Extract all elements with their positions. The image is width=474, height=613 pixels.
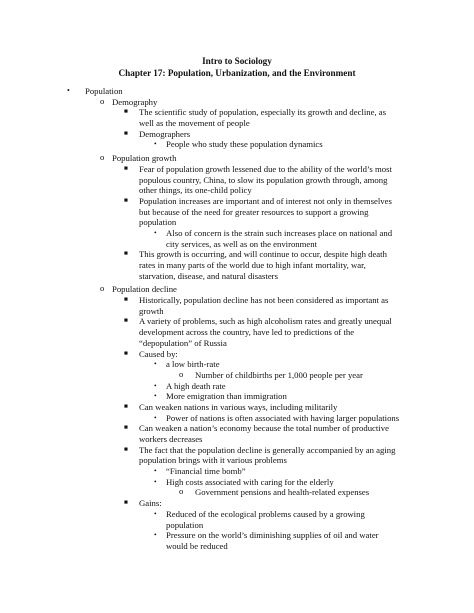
outline-line [0, 316, 474, 327]
outline-text: “Financial time bomb” [166, 466, 246, 477]
outline-text: Gains: [139, 498, 162, 509]
outline-text: development across the country, have led to predictions of the [139, 327, 355, 338]
outline-text: Population [85, 86, 123, 96]
bullet-marker-level-4: • [154, 359, 157, 369]
outline-text: People who study these population dynamics [166, 139, 323, 150]
bullet-marker-level-4: • [154, 391, 157, 401]
outline-line [0, 327, 474, 338]
bullet-marker-level-3: ■ [124, 349, 128, 357]
outline-line [0, 97, 474, 108]
outline-text: workers decreases [139, 434, 203, 444]
outline-line [0, 153, 474, 164]
bullet-marker-level-3: ■ [124, 250, 128, 258]
outline-line [0, 530, 474, 541]
outline-line [0, 239, 474, 250]
bullet-marker-level-3: ■ [124, 424, 128, 432]
outline-text: Fear of population growth lessened due to the ability of the world’s most [139, 163, 392, 174]
bullet-marker-level-4: • [154, 227, 157, 237]
outline-line [0, 520, 474, 531]
bullet-marker-level-2: o [100, 152, 105, 163]
outline-text: a low birth-rate [166, 359, 220, 370]
bullet-marker-level-3: ■ [124, 499, 128, 507]
outline-line [0, 445, 474, 456]
outline-line [0, 402, 474, 413]
bullet-marker-level-4: • [154, 380, 157, 390]
bullet-marker-level-2: o [100, 95, 105, 106]
outline-text: Reduced of the ecological problems caused by a growing [166, 508, 365, 519]
bullet-marker-level-4: • [154, 139, 157, 149]
bullet-marker-level-3: ■ [124, 129, 128, 137]
outline-text: Power of nations is often associated with having larger populations [166, 412, 400, 423]
outline-line [0, 370, 474, 381]
outline-text: city services, as well as on the environment [166, 238, 318, 249]
outline-text: but because of the need for greater resources to support a growing [139, 206, 369, 217]
outline-line [0, 541, 474, 552]
outline-text: would be reduced [166, 540, 228, 551]
outline-line [0, 391, 474, 402]
outline-text: A variety of problems, such as high alcoholism rates and greatly unequal [139, 316, 392, 327]
outline-line [0, 477, 474, 488]
outline-line [0, 423, 474, 434]
outline-text: other things, its one-child policy [139, 185, 252, 196]
outline-text: The fact that the population decline is generally accompanied by an aging [139, 444, 396, 455]
outline-text: Can weaken a nation’s economy because the total number of productive [139, 423, 389, 434]
outline-line [0, 107, 474, 118]
outline-line [0, 466, 474, 477]
outline-text: High costs associated with caring for the elderly [166, 476, 334, 487]
outline-text: Can weaken nations in various ways, including militarily [139, 401, 338, 412]
outline-text: starvation, disease, and natural disasters [139, 270, 278, 281]
bullet-marker-level-3: ■ [124, 402, 128, 410]
outline-line [0, 228, 474, 239]
bullet-marker-level-3: ■ [124, 164, 128, 172]
outline-line [0, 118, 474, 129]
outline-line [0, 295, 474, 306]
outline-text: growth [139, 305, 164, 316]
outline-line [0, 306, 474, 317]
bullet-marker-level-3: ■ [124, 196, 128, 204]
outline [0, 86, 474, 552]
bullet-marker-level-2: o [100, 283, 105, 294]
outline-text: “depopulation” of Russia [139, 337, 227, 348]
outline-line [0, 217, 474, 228]
outline-text: Population growth [112, 153, 177, 164]
outline-line [0, 175, 474, 186]
outline-line [0, 381, 474, 392]
outline-line [0, 271, 474, 282]
outline-line [0, 284, 474, 295]
outline-line [0, 260, 474, 271]
outline-text: well as the movement of people [139, 118, 250, 129]
outline-line [0, 349, 474, 360]
bullet-marker-level-4: • [154, 530, 157, 540]
outline-text: Government pensions and health-related expenses [195, 487, 370, 498]
chapter-heading: Chapter 17: Population, Urbanization, and the Environment [118, 68, 356, 78]
bullet-marker-level-3: ■ [124, 108, 128, 116]
bullet-marker-level-4: • [154, 412, 157, 422]
outline-line [0, 413, 474, 424]
outline-line [0, 338, 474, 349]
outline-line [0, 359, 474, 370]
outline-text: Number of childbirths per 1,000 people per year [195, 369, 363, 380]
outline-line [0, 434, 474, 445]
outline-line [0, 185, 474, 196]
outline-text: The scientific study of population, especially its growth and decline, as [139, 107, 387, 118]
outline-line [0, 164, 474, 175]
outline-text: population brings with it various problems [139, 455, 287, 466]
outline-text: More emigration than immigration [166, 391, 287, 402]
outline-line [0, 196, 474, 207]
outline-text: This growth is occurring, and will continue to occur, despite high death [139, 249, 387, 260]
outline-text: Population increases are important and of interest not only in themselves [139, 195, 392, 206]
outline-line [0, 509, 474, 520]
bullet-marker-level-3: ■ [124, 445, 128, 453]
outline-line [0, 86, 474, 97]
outline-line [0, 498, 474, 509]
outline-line [0, 207, 474, 218]
bullet-marker-level-4: • [154, 466, 157, 476]
outline-text: population [166, 519, 204, 530]
outline-text: Demography [112, 96, 158, 107]
bullet-marker-level-1: • [67, 86, 70, 95]
outline-line [0, 249, 474, 260]
outline-line [0, 455, 474, 466]
bullet-marker-level-5: o [179, 368, 184, 379]
bullet-marker-level-3: ■ [124, 296, 128, 304]
bullet-marker-level-3: ■ [124, 317, 128, 325]
outline-text: A high death rate [166, 380, 226, 391]
bullet-marker-level-5: o [179, 486, 184, 497]
outline-text: Demographers [139, 128, 191, 139]
outline-text: Historically, population decline has not been considered as important as [139, 295, 389, 306]
outline-text: populous country, China, to slow its population growth through, among [139, 174, 388, 185]
outline-text: Also of concern is the strain such increases place on national and [166, 227, 393, 238]
bullet-marker-level-4: • [154, 476, 157, 486]
outline-line [0, 487, 474, 498]
document-title: Intro to Sociology [202, 56, 272, 66]
outline-text: population [139, 217, 177, 228]
bullet-marker-level-4: • [154, 508, 157, 518]
outline-text: Pressure on the world’s diminishing supplies of oil and water [166, 530, 379, 541]
outline-text: Caused by: [139, 348, 178, 359]
outline-text: rates in many parts of the world due to high infant mortality, war, [139, 260, 366, 270]
outline-line [0, 139, 474, 150]
outline-line [0, 129, 474, 140]
outline-text: Population decline [112, 284, 177, 295]
